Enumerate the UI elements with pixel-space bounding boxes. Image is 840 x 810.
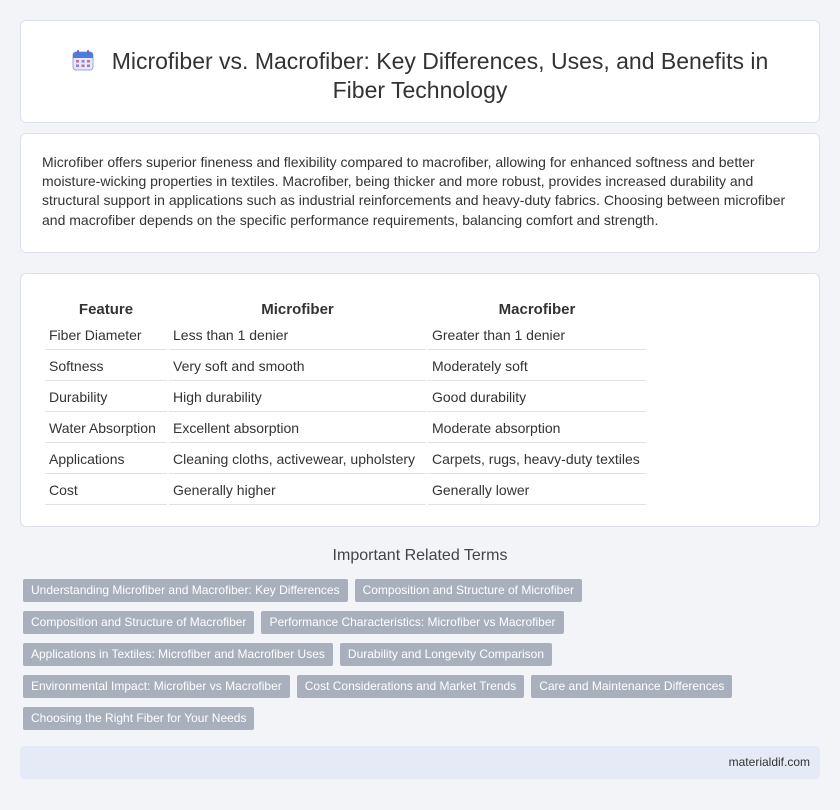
summary-card: [20, 133, 820, 253]
header-card: [20, 20, 820, 123]
macrofiber-cell: Moderately soft: [428, 352, 646, 381]
calendar-icon: [72, 49, 94, 71]
microfiber-cell: Less than 1 denier: [169, 321, 426, 350]
macrofiber-cell: Greater than 1 denier: [428, 321, 646, 350]
table-row: [45, 476, 646, 505]
macrofiber-cell: Carpets, rugs, heavy-duty textiles: [428, 445, 646, 474]
related-term-tag[interactable]: Cost Considerations and Market Trends: [297, 675, 524, 698]
related-term-tag[interactable]: Applications in Textiles: Microfiber and Macrofiber Uses: [23, 643, 333, 666]
footer: [20, 746, 820, 779]
table-row: [45, 352, 646, 381]
microfiber-cell: Excellent absorption: [169, 414, 426, 443]
header-microfiber: Microfiber: [261, 300, 334, 318]
feature-cell: Applications: [45, 445, 167, 474]
feature-cell: Durability: [45, 383, 167, 412]
microfiber-cell: Generally higher: [169, 476, 426, 505]
macrofiber-cell: Moderate absorption: [428, 414, 646, 443]
feature-cell: Fiber Diameter: [45, 321, 167, 350]
page-title-wrap: [61, 47, 779, 105]
microfiber-cell: Cleaning cloths, activewear, upholstery: [169, 445, 426, 474]
related-term-tag[interactable]: Performance Characteristics: Microfiber vs Macrofiber: [261, 611, 563, 634]
feature-cell: Cost: [45, 476, 167, 505]
feature-cell: Softness: [45, 352, 167, 381]
header-feature: Feature: [78, 300, 134, 318]
microfiber-cell: Very soft and smooth: [169, 352, 426, 381]
microfiber-cell: High durability: [169, 383, 426, 412]
related-terms-heading: Important Related Terms: [332, 547, 508, 564]
table-row: [45, 383, 646, 412]
related-term-tag[interactable]: Environmental Impact: Microfiber vs Macrofiber: [23, 675, 290, 698]
table-row: [45, 445, 646, 474]
summary-text: Microfiber offers superior fineness and flexibility compared to macrofiber, allowing for enhanced softness and better moisture-wicking properties in textiles. Macrofiber, being thicker and more robust, provides increased durability and structural support in applications such as industrial reinforcements and heavy-duty fabrics. Choosing between microfiber and macrofiber depends on the specific performance requirements, balancing comfort and strength.: [42, 154, 786, 228]
related-term-tag[interactable]: Composition and Structure of Macrofiber: [23, 611, 254, 634]
feature-cell: Water Absorption: [45, 414, 167, 443]
macrofiber-cell: Generally lower: [428, 476, 646, 505]
footer-site-link[interactable]: materialdif.com: [728, 755, 810, 769]
table-row: [45, 414, 646, 443]
related-term-tag[interactable]: Care and Maintenance Differences: [531, 675, 732, 698]
related-term-tag[interactable]: Choosing the Right Fiber for Your Needs: [23, 707, 254, 730]
related-terms-list: [23, 579, 783, 730]
page-title: Microfiber vs. Macrofiber: Key Differences, Uses, and Benefits in Fiber Technology: [111, 48, 769, 103]
comparison-card: [20, 273, 820, 527]
table-row: [45, 321, 646, 350]
comparison-table: [43, 295, 648, 507]
related-term-tag[interactable]: Durability and Longevity Comparison: [340, 643, 552, 666]
table-header-row: [45, 297, 646, 319]
macrofiber-cell: Good durability: [428, 383, 646, 412]
related-term-tag[interactable]: Understanding Microfiber and Macrofiber: Key Differences: [23, 579, 348, 602]
related-term-tag[interactable]: Composition and Structure of Microfiber: [355, 579, 582, 602]
header-macrofiber: Macrofiber: [498, 300, 576, 318]
